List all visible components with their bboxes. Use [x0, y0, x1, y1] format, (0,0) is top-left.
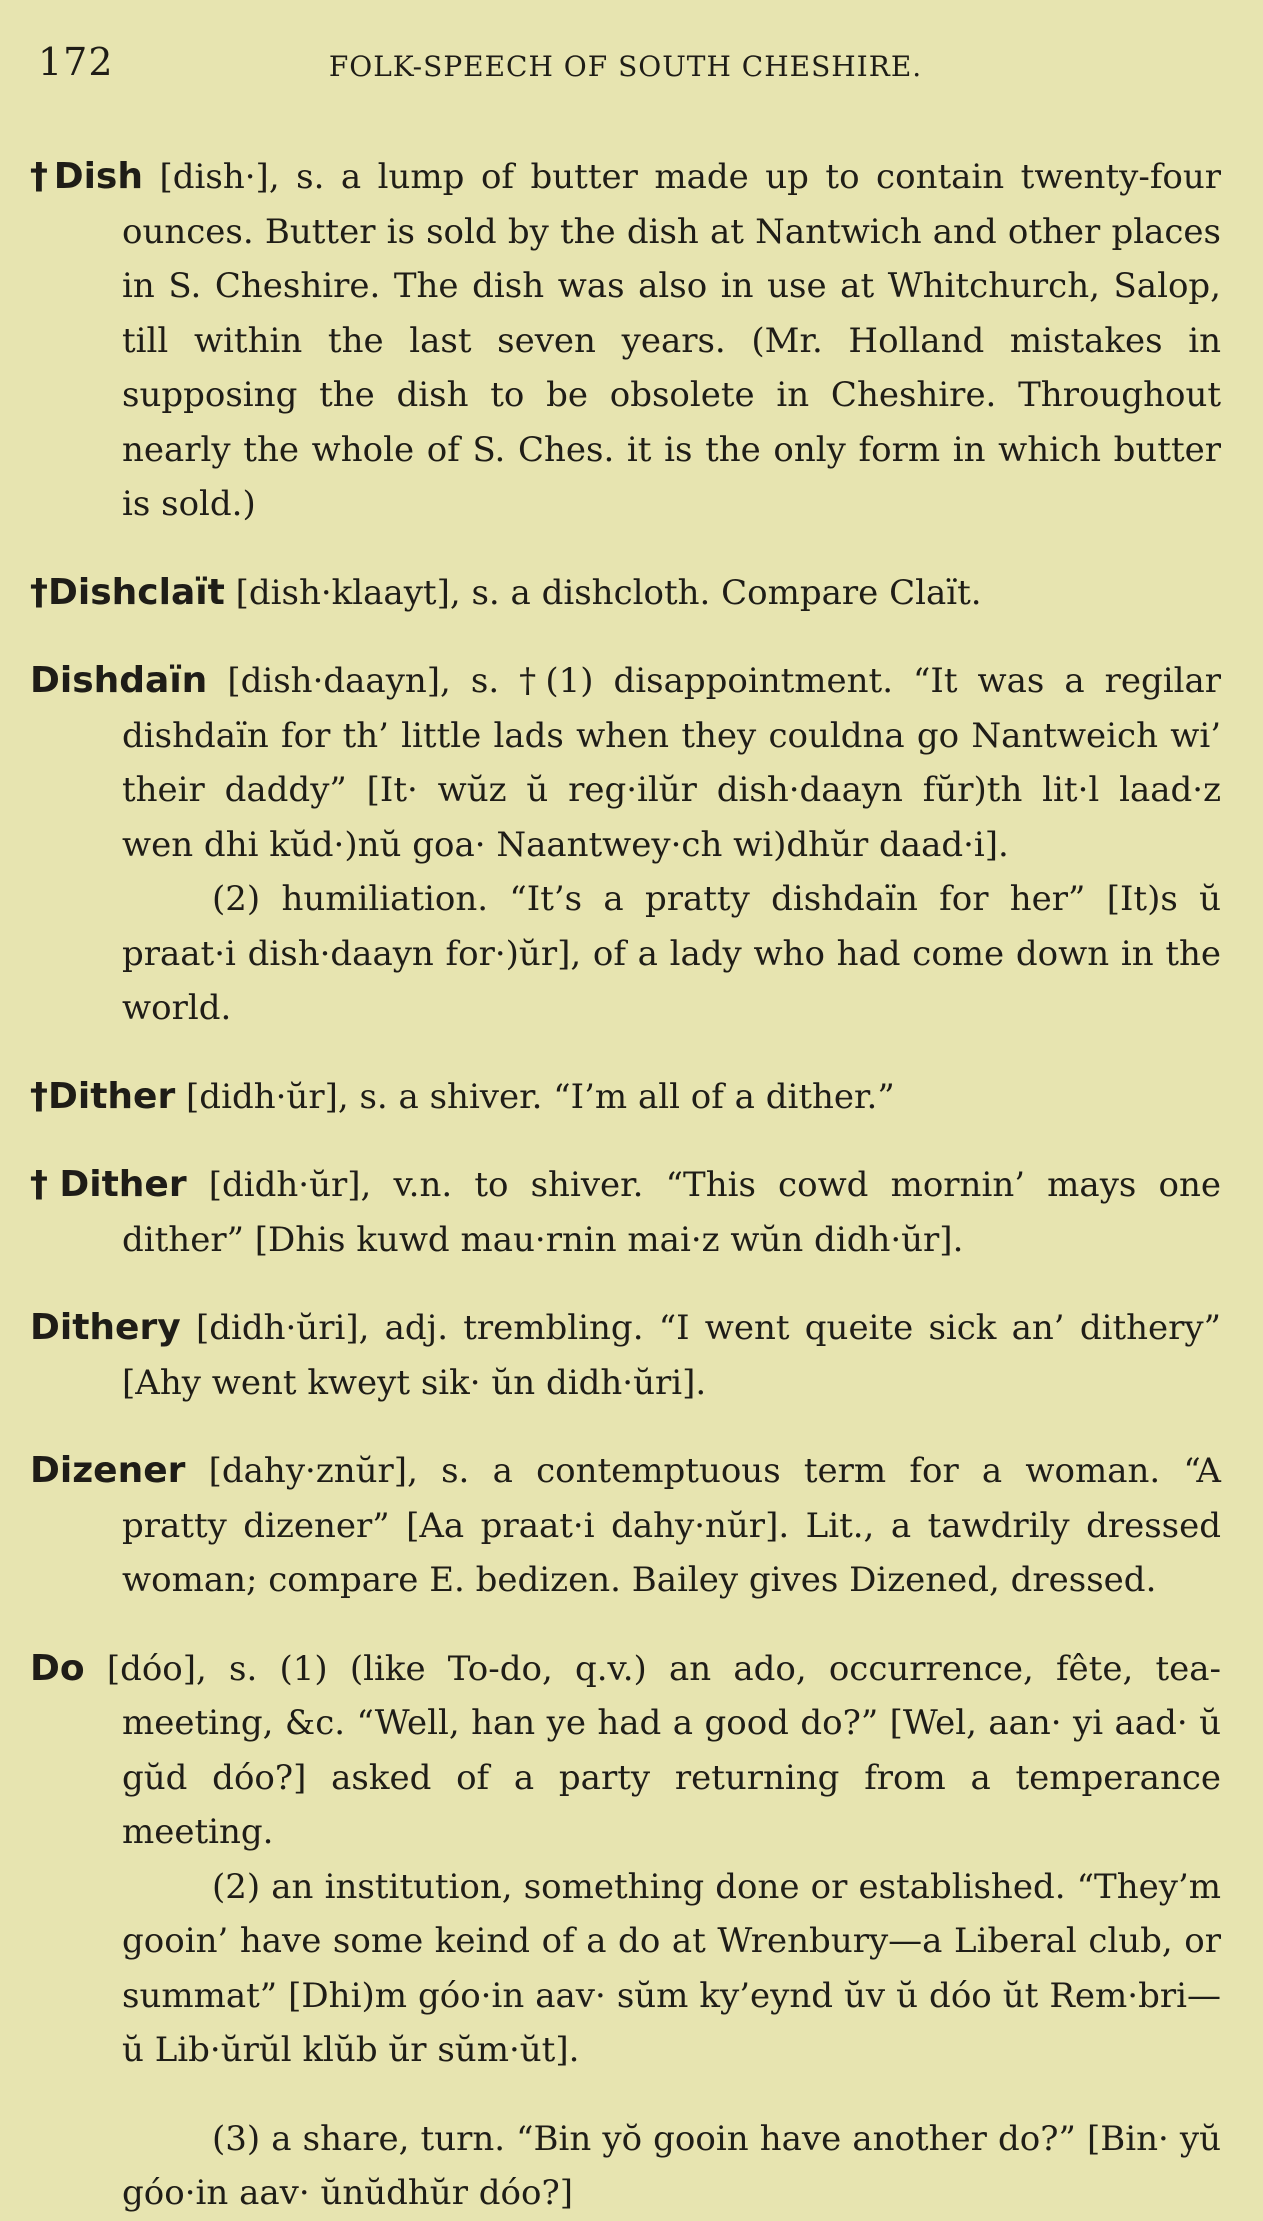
- entry-dither-noun: [30, 1070, 1221, 1125]
- headword: †Dishclaït: [30, 571, 225, 613]
- entry-text: [dish·], s. a lump of butter made up to contain twenty-four ounces. Butter is sold by the dish at Nantwich and other places in S. Cheshire. The dish was also in use at Whitchurch, Salop, till within the last seven years. (Mr. Holland mistakes in supposing the dish to be obsolete in Cheshire. Throughout nearly the whole of S. Ches. it is the only form in which butter is sold.): [122, 157, 1222, 524]
- headword: Dishdaïn: [30, 660, 208, 701]
- headword: †Dither: [30, 1075, 176, 1117]
- page-number: 172: [38, 40, 114, 84]
- entry-dishdain: [30, 654, 1221, 872]
- entry-do: [30, 1642, 1221, 1860]
- entry-dishdain-sense-2: (2) humiliation. “It’s a pratty dishdaïn for her” [It)s ŭ praat·i dish·daayn for·)ŭr], of a lady who had come down in the world.: [122, 879, 1221, 1028]
- entry-dish: [30, 150, 1221, 532]
- headword: †Dish: [30, 156, 143, 197]
- entry-text: [dish·daayn], s. †(1) disappointment. “It was a regilar dishdaïn for th’ little lads when they couldna go Nantweich wi’ their daddy” [It· wŭz ŭ reg·ilŭr dish·daayn fŭr)th lit·l laad·z wen dhi kŭd·)nŭ goa· Naantwey·ch wi)dhŭr daad·i].: [122, 661, 1222, 865]
- page-header: [30, 40, 1221, 94]
- headword: Dithery: [30, 1307, 181, 1348]
- entry-text: [dish·klaayt], s. a dishcloth. Compare Claït.: [235, 572, 982, 613]
- entry-text: [didh·ŭr], v.n. to shiver. “This cowd mornin’ mays one dither” [Dhis kuwd mau·rnin mai·z wŭn didh·ŭr].: [122, 1165, 1221, 1260]
- headword: Do: [30, 1647, 85, 1689]
- entry-text: [didh·ŭri], adj. trembling. “I went queite sick an’ dithery” [Ahy went kweyt sik· ŭn didh·ŭri].: [122, 1308, 1222, 1403]
- entry-text: [dahy·znŭr], s. a contemptuous term for a woman. “A pratty dizener” [Aa praat·i dahy·nŭr]. Lit., a tawdrily dressed woman; compare E. bedizen. Bailey gives Dizened, dressed.: [122, 1451, 1221, 1600]
- headword: Dizener: [30, 1450, 186, 1491]
- entry-dither-verb: [30, 1158, 1221, 1267]
- entry-text: [didh·ŭr], s. a shiver. “I’m all of a dither.”: [186, 1076, 895, 1117]
- entry-text: [dóo], s. (1) (like To-do, q.v.) an ado, occurrence, fête, tea-meeting, &c. “Well, han ye had a good do?” [Wel, aan· yi aad· ŭ gŭd dóo?] asked of a party returning from a temperance meeting.: [106, 1648, 1221, 1852]
- entry-do-sense-2: (2) an institution, something done or established. “They’m gooin’ have some keind of a do at Wrenbury—a Liberal club, or summat” [Dhi)m góo·in aav· sŭm ky’eynd ŭv ŭ dóo ŭt Rem·bri—ŭ Lib·ŭrŭl klŭb ŭr sŭm·ŭt].: [122, 1866, 1221, 2070]
- entry-dizener: [30, 1444, 1221, 1608]
- running-title: FOLK-SPEECH OF SOUTH CHESHIRE.: [328, 50, 923, 83]
- entry-do-sense-3: (3) a share, turn. “Bin yŏ gooin have another do?” [Bin· yŭ góo·in aav· ŭnŭdhŭr dóo?]: [122, 2118, 1221, 2213]
- entries-list: [30, 150, 1221, 2221]
- entry-dithery: [30, 1301, 1221, 1410]
- entry-dishclait: [30, 566, 1221, 621]
- headword: †Dither: [30, 1164, 187, 1205]
